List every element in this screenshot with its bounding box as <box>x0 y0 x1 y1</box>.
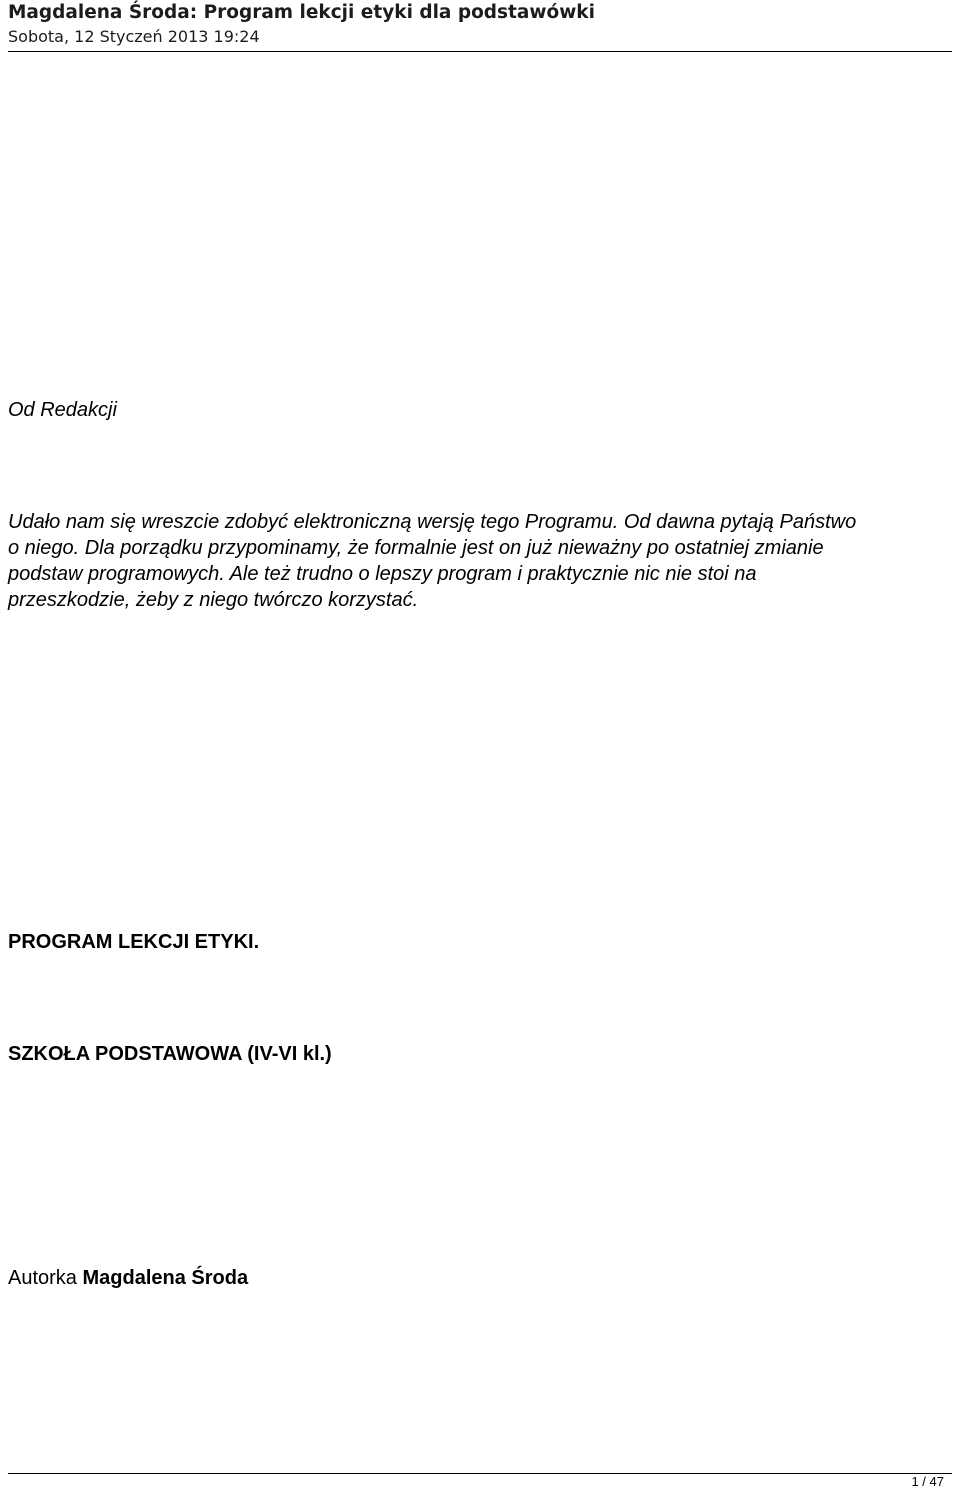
program-heading: PROGRAM LEKCJI ETYKI. <box>8 931 260 953</box>
author-label: Autorka <box>8 1267 77 1289</box>
intro-line: przeszkodzie, żeby z niego twórczo korzystać. <box>8 589 419 611</box>
document-date: Sobota, 12 Styczeń 2013 19:24 <box>8 27 260 46</box>
intro-line: Udało nam się wreszcie zdobyć elektroniczną wersję tego Programu. Od dawna pytają Państwo <box>8 511 857 533</box>
intro-paragraph <box>8 509 958 613</box>
author-name: Magdalena Środa <box>82 1267 249 1289</box>
document-title: Magdalena Środa: Program lekcji etyki dla podstawówki <box>8 2 595 23</box>
footer-divider <box>8 1473 952 1474</box>
school-level-heading: SZKOŁA PODSTAWOWA (IV-VI kl.) <box>8 1043 332 1065</box>
header-divider <box>8 51 952 52</box>
intro-line: podstaw programowych. Ale też trudno o lepszy program i praktycznie nic nie stoi na <box>8 563 757 585</box>
page-number: 1 / 47 <box>911 1474 944 1489</box>
intro-line: o niego. Dla porządku przypominamy, że formalnie jest on już nieważny po ostatniej zmianie <box>8 537 824 559</box>
author-line <box>8 1265 248 1291</box>
section-label-editorial: Od Redakcji <box>8 399 117 421</box>
